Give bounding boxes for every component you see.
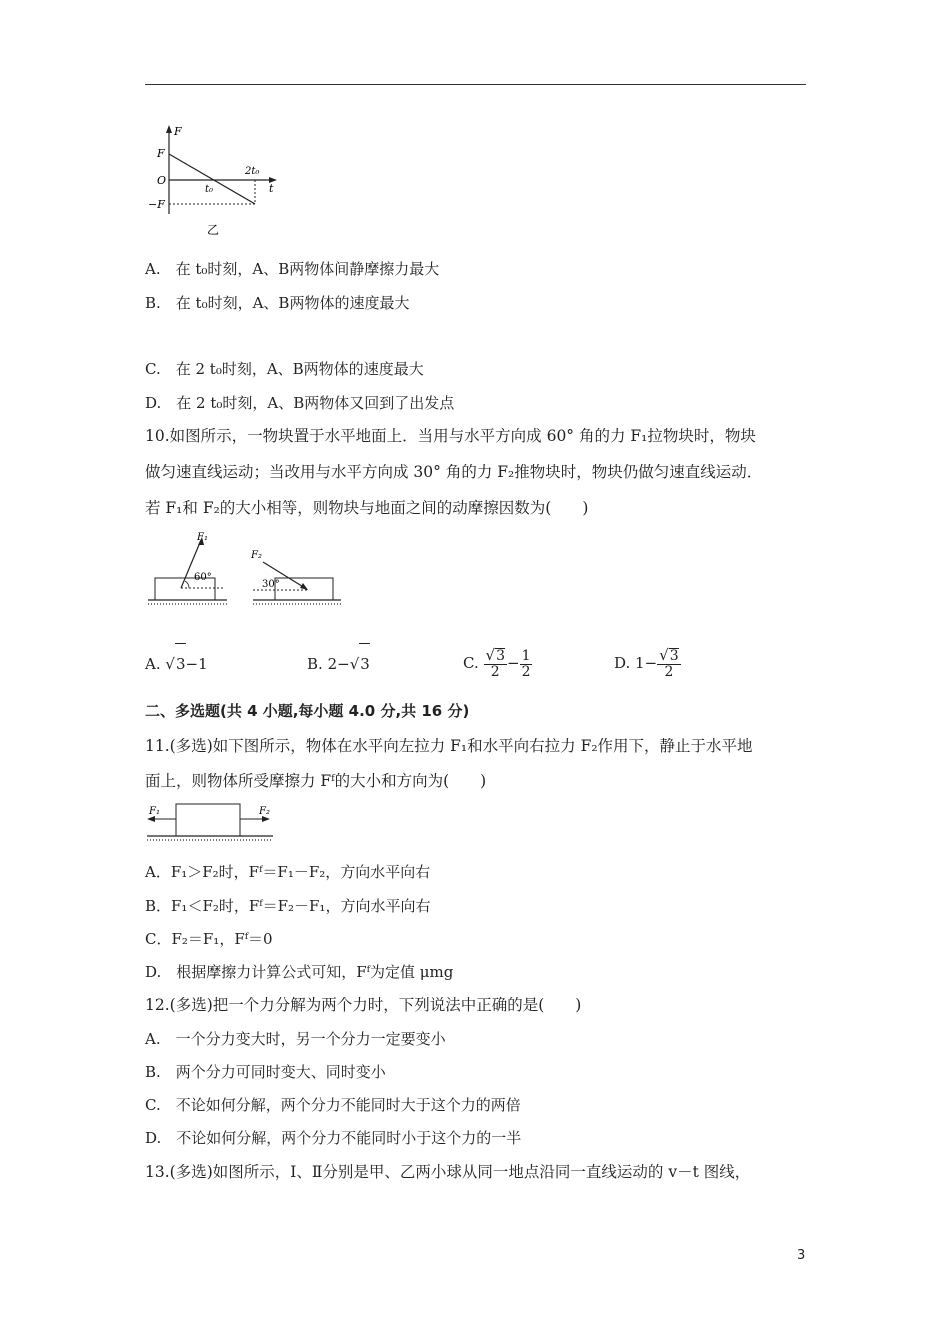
q10-figure xyxy=(145,530,345,610)
force-time-graph xyxy=(145,122,285,240)
q10-fig-angle1: 60° xyxy=(194,572,212,583)
t-axis-label: t xyxy=(269,182,274,195)
page-number: 3 xyxy=(797,1248,806,1263)
q11-option-b: B．F₁＜F₂时，Fᶠ＝F₂－F₁，方向水平向右 xyxy=(145,897,431,915)
section-title: 二、多选题(共 4 小题,每小题 4.0 分,共 16 分) xyxy=(145,702,470,720)
q10-option-b: B. 2−√3 xyxy=(307,643,370,684)
q11-figure xyxy=(145,800,275,845)
graph-caption: 乙 xyxy=(207,223,220,237)
q9-option-a: A. 在 t₀时刻，A、B两物体间静摩擦力最大 xyxy=(145,260,440,278)
q10-option-a: A. √3−1 xyxy=(145,643,208,684)
two-t0-label: 2t₀ xyxy=(245,166,260,177)
q10-option-c: C. $\frac{√3}{2}$ − $\frac{1}{2}$ xyxy=(463,646,531,680)
neg-f-label: −F xyxy=(148,198,165,211)
t0-label: t₀ xyxy=(205,184,214,195)
q11-fig-f1-label: F₁ xyxy=(149,806,160,817)
f-axis-label: F xyxy=(174,125,182,138)
q10-stem-line-1: 10.如图所示，一物块置于水平地面上．当用与水平方向成 60° 角的力 F₁拉物块时，物块 xyxy=(145,427,756,445)
q11-option-c: C．F₂＝F₁，Fᶠ＝0 xyxy=(145,930,273,948)
force-line xyxy=(169,154,255,204)
f-tick-label: F xyxy=(157,147,165,160)
f-axis-arrow xyxy=(166,125,172,133)
q12-option-c: C. 不论如何分解，两个分力不能同时大于这个力的两倍 xyxy=(145,1096,521,1114)
q9-option-d: D. 在 2 t₀时刻，A、B两物体又回到了出发点 xyxy=(145,394,455,412)
q12-option-d: D. 不论如何分解，两个分力不能同时小于这个力的一半 xyxy=(145,1129,522,1147)
q9-option-c: C. 在 2 t₀时刻，A、B两物体的速度最大 xyxy=(145,360,424,378)
q12-option-b: B. 两个分力可同时变大、同时变小 xyxy=(145,1063,386,1081)
q12-stem: 12.(多选)把一个力分解为两个力时，下列说法中正确的是( ) xyxy=(145,996,582,1014)
q11-option-d: D. 根据摩擦力计算公式可知，Fᶠ为定值 μmg xyxy=(145,963,454,981)
q10-fig-f1-label: F₁ xyxy=(197,532,208,543)
q10-fig-angle2: 30° xyxy=(262,579,280,590)
q11-fig-f2-label: F₂ xyxy=(259,806,270,817)
q10-stem-line-2: 做匀速直线运动；当改用与水平方向成 30° 角的力 F₂推物块时，物块仍做匀速直线运动． xyxy=(145,463,763,481)
q11-stem-line-1: 11.(多选)如下图所示，物体在水平向左拉力 F₁和水平向右拉力 F₂作用下，静止于水平地 xyxy=(145,737,753,755)
q11-option-a: A．F₁＞F₂时，Fᶠ＝F₁－F₂，方向水平向右 xyxy=(145,863,431,881)
q13-stem: 13.(多选)如图所示，Ⅰ、Ⅱ分别是甲、乙两小球从同一地点沿同一直线运动的 v－t 图线， xyxy=(145,1163,751,1181)
q12-option-a: A. 一个分力变大时，另一个分力一定要变小 xyxy=(145,1030,446,1048)
q9-option-b: B. 在 t₀时刻，A、B两物体的速度最大 xyxy=(145,294,410,312)
q10-stem-line-3: 若 F₁和 F₂的大小相等，则物块与地面之间的动摩擦因数为( ) xyxy=(145,499,589,517)
origin-label: O xyxy=(157,174,167,187)
header-rule xyxy=(145,84,806,85)
q10-option-d: D. 1− $\frac{√3}{2}$ xyxy=(614,646,679,680)
q11-stem-line-2: 面上，则物体所受摩擦力 Fᶠ的大小和方向为( ) xyxy=(145,772,487,790)
q10-fig-f2-label: F₂ xyxy=(251,550,262,561)
